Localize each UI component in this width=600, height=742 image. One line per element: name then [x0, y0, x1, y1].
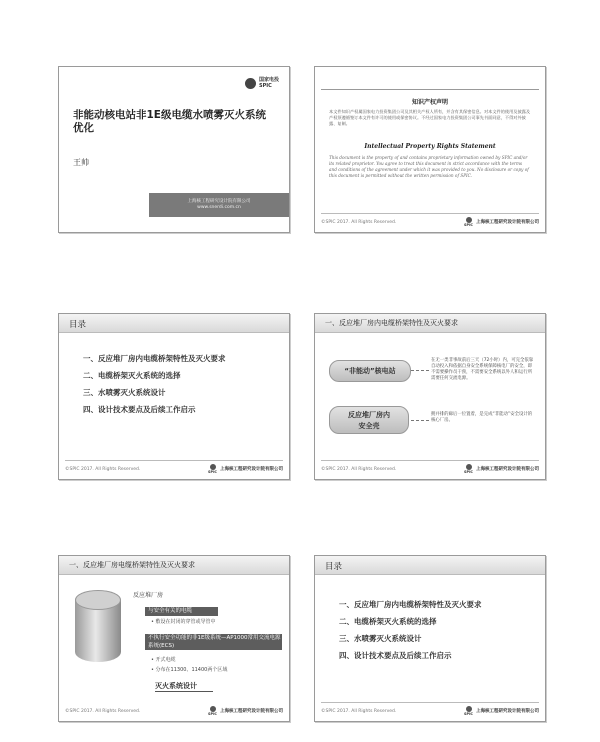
slide-heading: 目录	[69, 320, 87, 330]
slide-footer	[63, 463, 285, 475]
logo-cn: 国家电投	[258, 77, 279, 83]
footer-copyright: ©SPIC 2017. All Rights Reserved.	[65, 709, 141, 714]
toc-item: 三、水喷雾灭火系统设计	[83, 388, 166, 397]
passive-plant-description: 在无一类非事故前后三天（72小时）内，可完全依靠自动投入和依据自身安全系统保障核电厂的安全，即不需要操作员干预，不需要安全系统以外人和运行所需要任何交流电源。	[431, 358, 534, 381]
toc-list	[83, 350, 226, 418]
logo-en: SPIC	[258, 83, 272, 89]
underline	[155, 691, 213, 692]
org-website: www.snerdi.com.cn	[197, 205, 241, 210]
footer-company: 上海核工程研究设计院有限公司	[476, 220, 539, 225]
divider	[321, 89, 539, 90]
reactor-building-label: 反应堆厂房	[133, 592, 164, 599]
footer-company: 上海核工程研究设计院有限公司	[220, 709, 283, 714]
spic-logo: SPIC	[464, 464, 473, 474]
ip-heading-en: Intellectual Property Rights Statement	[364, 143, 496, 150]
slide-footer	[63, 705, 285, 717]
toc-item: 二、电缆桥架灭火系统的选择	[83, 371, 181, 380]
ip-heading-cn: 知识产权声明	[411, 99, 448, 106]
spic-logo: SPIC	[464, 706, 473, 716]
toc-item: 一、反应堆厂房内电缆桥架特性及灭火要求	[339, 600, 482, 609]
spic-logo: SPIC	[464, 217, 473, 227]
footer-copyright: ©SPIC 2017. All Rights Reserved.	[321, 220, 397, 225]
spic-globe-icon	[245, 78, 256, 89]
org-name: 上海核工程研究设计院有限公司	[187, 199, 251, 204]
ip-text-en: This document is the property of and contains proprietary information owned by SPIC and/or its related proprietor. You agree to treat this document in strict accordance with the terms and conditions of the agreement under which it was provided to you. No disclosure or copy of this document is permitted without the written permission of SPIC.	[329, 155, 529, 178]
slide-section1-overview	[314, 313, 546, 480]
slide-heading: 目录	[325, 562, 343, 572]
slide-title	[58, 66, 290, 233]
slide-footer	[319, 705, 541, 717]
spic-logo: SPIC	[208, 706, 217, 716]
slide-header-band	[59, 314, 289, 333]
divider	[321, 702, 539, 703]
summary-label: 灭火系统设计	[155, 682, 197, 690]
slide-header-band	[315, 314, 545, 333]
divider	[65, 460, 283, 461]
toc-list	[339, 596, 482, 664]
footer-company: 上海核工程研究设计院有限公司	[476, 709, 539, 714]
toc-item: 二、电缆桥架灭火系统的选择	[339, 617, 437, 626]
toc-item: 三、水喷雾灭火系统设计	[339, 634, 422, 643]
slide-toc	[58, 313, 290, 480]
containment-pill: 反应堆厂房内 安全壳	[329, 406, 409, 434]
ip-text-cn: 本文件知识产权属国家电力投资集团公司及其相关产权人所有，并含有其保密信息。对本文件的使用及披露及产权须遵循签订本文件有许可的使用或保密协议。不经过国家电力投资集团公司事先书面同意，不得对外披露、复制。	[329, 109, 531, 126]
footer-copyright: ©SPIC 2017. All Rights Reserved.	[321, 709, 397, 714]
divider	[321, 460, 539, 461]
org-banner	[149, 193, 289, 217]
divider	[321, 213, 539, 214]
footer-copyright: ©SPIC 2017. All Rights Reserved.	[321, 467, 397, 472]
safety-cable-bar: 与安全有关的电缆	[145, 607, 218, 616]
slide-heading: 一、反应堆厂房电缆桥架特性及灭火要求	[69, 561, 195, 569]
slide-section1-cables	[58, 555, 290, 722]
slide-footer	[319, 216, 541, 228]
connector-line	[411, 420, 429, 421]
slide-header-band	[315, 556, 545, 575]
slide-footer	[319, 463, 541, 475]
bullet-item: • 开式电缆	[151, 657, 176, 663]
reactor-building-image	[75, 590, 121, 662]
footer-company: 上海核工程研究设计院有限公司	[220, 467, 283, 472]
footer-company: 上海核工程研究设计院有限公司	[476, 467, 539, 472]
spic-logo: SPIC	[208, 464, 217, 474]
bullet-item: • 敷设在封闭的穿管或导管中	[151, 619, 216, 625]
toc-item: 四、设计技术要点及后续工作启示	[83, 405, 196, 414]
author-name: 王帅	[73, 158, 89, 167]
containment-description: 拥并排的廊后一位置着，是完成“非能动”安全设计的核心厂房。	[431, 412, 533, 423]
bullet-item: • 分布在11300、11400两个区域	[151, 667, 228, 673]
toc-item: 一、反应堆厂房内电缆桥架特性及灭火要求	[83, 354, 226, 363]
toc-item: 四、设计技术要点及后续工作启示	[339, 651, 452, 660]
connector-line	[411, 370, 429, 371]
presentation-title: 非能动核电站非1E级电缆水喷雾灭火系统优化	[73, 109, 266, 134]
slide-ip-statement	[314, 66, 546, 233]
spic-logo	[245, 77, 279, 89]
non1e-cable-bar: 不执行安全功能的非1E级系统—AP1000常用交流电源系统(ECS)	[145, 634, 282, 650]
slide-header-band	[59, 556, 289, 575]
footer-copyright: ©SPIC 2017. All Rights Reserved.	[65, 467, 141, 472]
passive-plant-pill: “非能动”核电站	[329, 360, 411, 382]
slide-heading: 一、反应堆厂房内电缆桥架特性及灭火要求	[325, 319, 458, 327]
slide-toc	[314, 555, 546, 722]
